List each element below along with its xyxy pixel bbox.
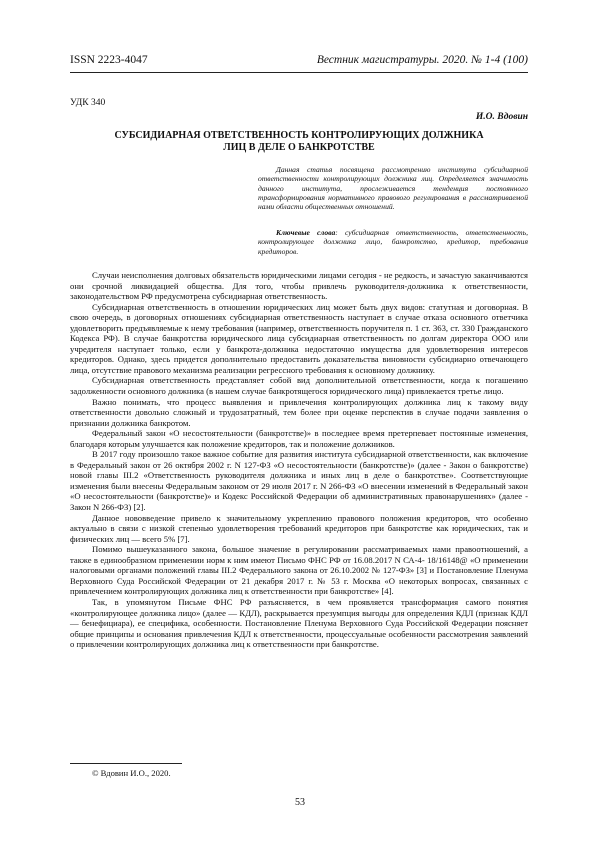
body-paragraph: Субсидиарная ответственность представляет собой вид дополнительной ответственности, когда к погашению задолженности основного должника (в нашем случае банкротящегося юридического лица) привлекается третье лицо. [70, 375, 528, 397]
article-body [70, 270, 528, 650]
udk-code: УДК 340 [70, 98, 106, 108]
body-paragraph: Так, в упомянутом Письме ФНС РФ разъясняется, в чем проявляется трансформация самого понятия «контролирующее должника лицо» (далее — КДЛ), раскрывается презумпция выгоды для определения КДЛ (признак КДЛ — бенефициара), ее специфика, особенности. Постановление Пленума Верховного Суда Российской Федерации поясняет общие принципы и основания привлечения КДЛ к ответственности, процессуальные особенности рассмотрения заявлений о привлечении контролирующих должника лиц к ответственности при банкротстве. [70, 596, 528, 650]
keywords-text: : субсидиарная ответственность, ответственность, контролирующее должника лицо, банкротство, кредитор, требования кредиторов. [258, 228, 528, 256]
article-title [70, 130, 528, 154]
body-paragraph: Важно понимать, что процесс выявления и привлечения контролирующих должника лиц к такому виду ответственности довольно сложный и трудозатратный, тем более при оценке перспектив в случае подачи заявления о признании должника банкротом. [70, 396, 528, 428]
article-title-line-1: СУБСИДИАРНАЯ ОТВЕТСТВЕННОСТЬ КОНТРОЛИРУЮЩИХ ДОЛЖНИКА [114, 130, 484, 141]
copyright-footnote: © Вдовин И.О., 2020. [92, 768, 171, 778]
keywords-label: Ключевые слова [276, 228, 336, 237]
author-name: И.О. Вдовин [475, 112, 528, 122]
footnote-divider [70, 763, 182, 764]
body-paragraph: В 2017 году произошло такое важное событие для развития института субсидиарной ответственности, как включение в Федеральный закон от 26 октября 2002 г. N 127-ФЗ «О несостоятельности (банкротстве)» (далее - Закон о банкротстве) новой главы III.2 «Ответственность руководителя должника и иных лиц в деле о банкротстве». Соответствующие изменения были внесены Федеральным законом от 29 июля 2017 г. N 266-ФЗ «О внесении изменений в Федеральный закон «О несостоятельности (банкротстве)» и Кодекс Российской Федерации об административных правонарушениях» (далее - Закон N 266-ФЗ) [2]. [70, 449, 528, 513]
journal-title: Вестник магистратуры. 2020. № 1-4 (100) [316, 54, 528, 66]
body-paragraph: Случаи неисполнения долговых обязательств юридическими лицами сегодня - не редкость, и зачастую заканчиваются они срочной ликвидацией общества. Для того, чтобы привлечь руководителя-должника к ответственности, законодательством РФ предусмотрена субсидиарная ответственность. [70, 270, 528, 302]
issn-label: ISSN 2223-4047 [70, 54, 148, 66]
abstract: Данная статья посвящена рассмотрению института субсидиарной ответственности контролирующих должника лиц. Определяется значимость данного института, прослеживается тенденция постоянного трансформирования нормативного правового регулирования в рассматриваемой нами области общественных отношений. [258, 165, 528, 212]
body-paragraph: Данное нововведение привело к значительному укреплению правового положения кредиторов, что особенно актуально в связи с низкой степенью удовлетворения требований кредиторов при банкротстве как юридических, так и физических лиц — всего 5% [7]. [70, 512, 528, 544]
body-paragraph: Субсидиарная ответственность в отношении юридических лиц может быть двух видов: статутная и договорная. В свою очередь, в договорных отношениях субсидиарная ответственность наступает в случае отказа основного ответчика удовлетворить предъявляемые к нему требования (например, ответственность поручителя п. 1 ст. 363, ст. 330 Гражданского Кодекса РФ). В случае банкротства юридического лица субсидиарная ответственность по долгам директора ООО или учредителя наступает только, если у банкрота-должника недостаточно имущества для удовлетворения интересов кредиторов. Однако, здесь придется дополнительно предоставить доказательства виновности субсидиарно отвечающего лица, отсутствие правового механизма реализации регрессного требования к основному должнику. [70, 301, 528, 375]
header-divider [70, 72, 528, 73]
keywords [258, 228, 528, 256]
page-number: 53 [295, 797, 305, 808]
body-paragraph: Федеральный закон «О несостоятельности (банкротстве)» в последнее время претерпевает постоянные изменения, благодаря которым улучшается как положение кредиторов, так и положение должников. [70, 428, 528, 449]
article-title-line-2: ЛИЦ В ДЕЛЕ О БАНКРОТСТВЕ [223, 142, 375, 153]
body-paragraph: Помимо вышеуказанного закона, большое значение в регулировании рассматриваемых нами правоотношений, а также в единообразном применении норм к ним имеют Письмо ФНС РФ от 16.08.2017 N СА-4- 18/16148@ «О применении налоговыми органами положений главы III.2 Федерального закона от 26.10.2002 № 127-ФЗ» [3] и Постановление Пленума Верховного Суда Российской Федерации от 21 декабря 2017 г. № 53 г. Москва «О некоторых вопросах, связанных с привлечением контролирующих должника лиц к ответственности при банкротстве» [4]. [70, 544, 528, 597]
